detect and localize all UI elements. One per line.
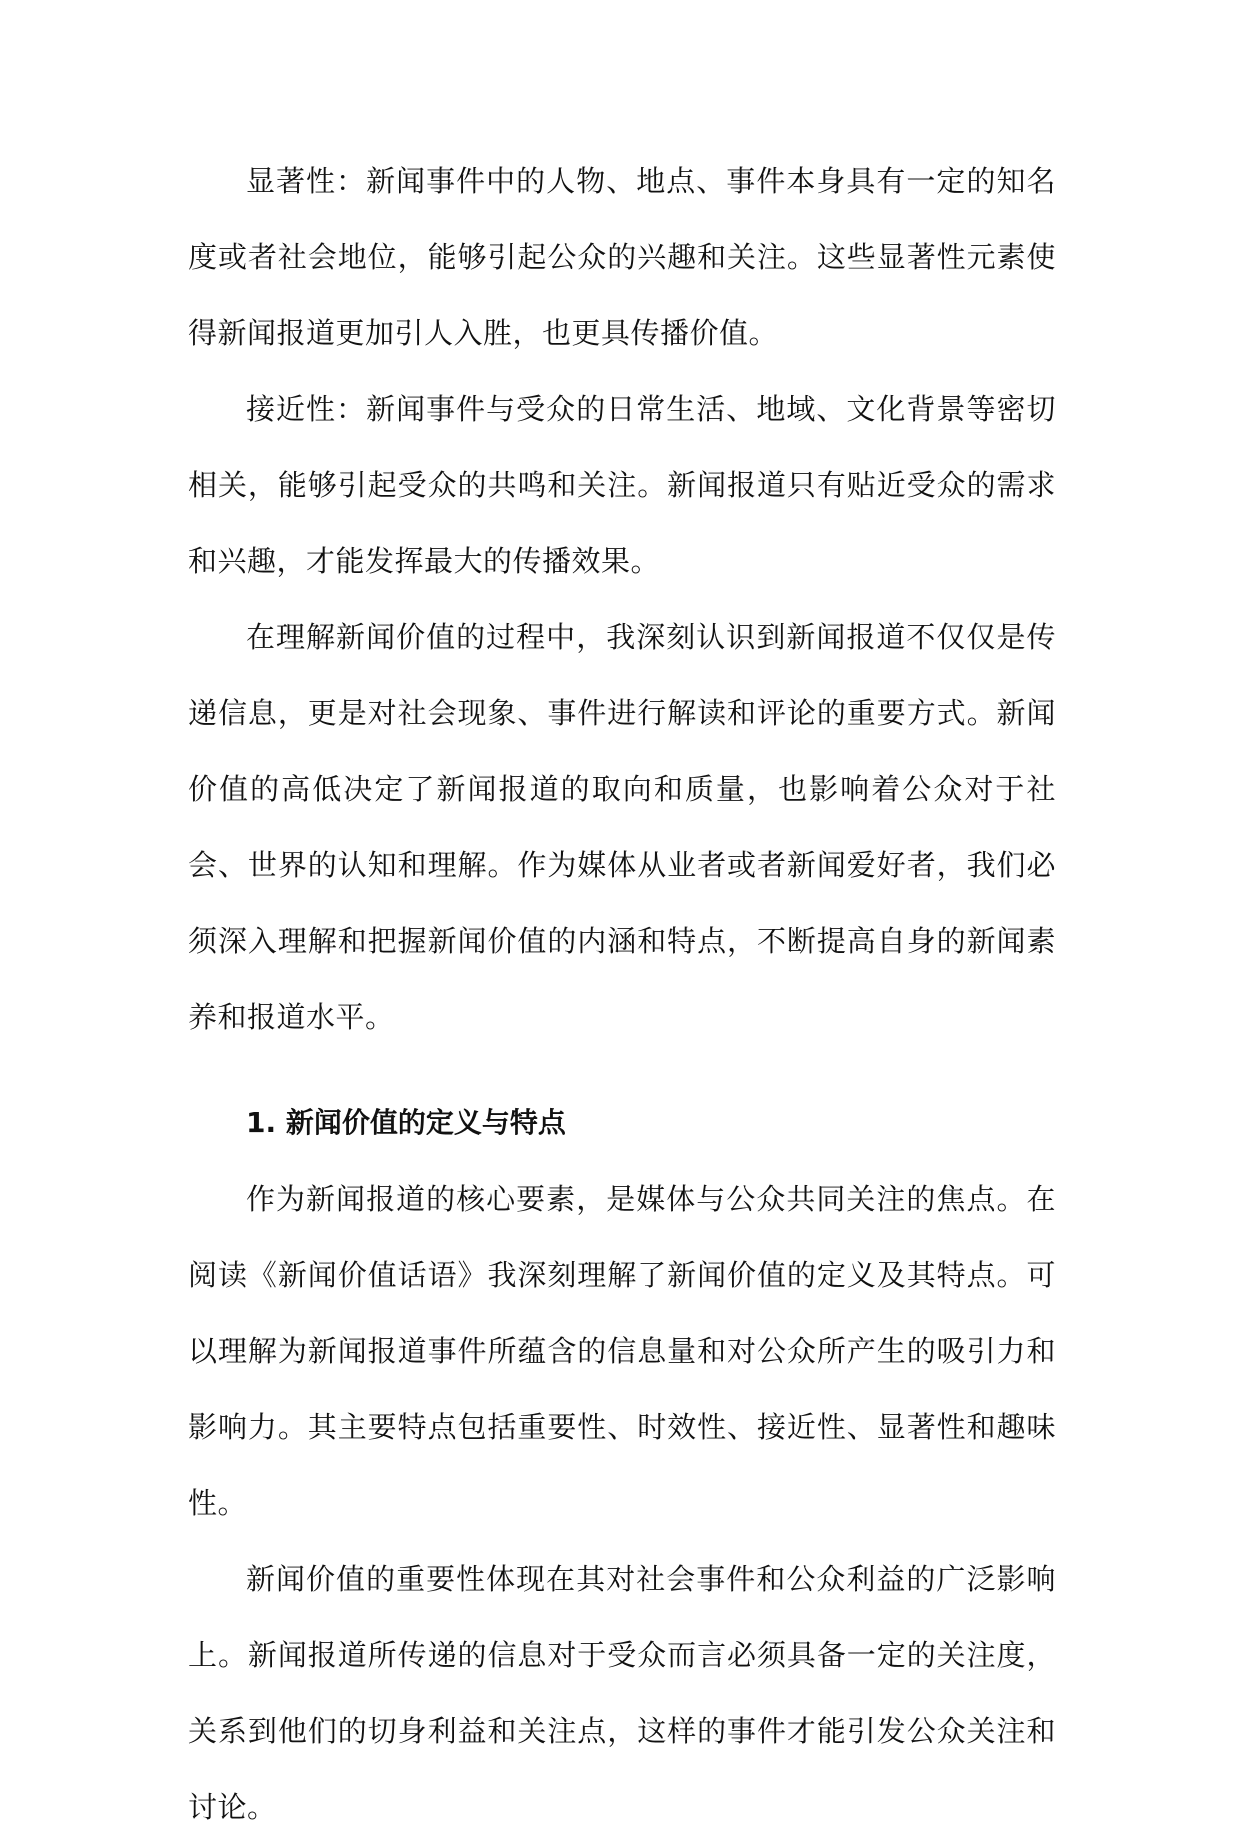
paragraph-definition: 作为新闻报道的核心要素，是媒体与公众共同关注的焦点。在阅读《新闻价值话语》我深刻理解了新闻价值的定义及其特点。可以理解为新闻报道事件所蕴含的信息量和对公众所产生的吸引力和影响力。其主要特点包括重要性、时效性、接近性、显著性和趣味性。 <box>188 1182 1056 1520</box>
section-heading: 1. 新闻价值的定义与特点 <box>246 1106 566 1139</box>
paragraph-importance: 新闻价值的重要性体现在其对社会事件和公众利益的广泛影响上。新闻报道所传递的信息对于受众而言必须具备一定的关注度，关系到他们的切身利益和关注点，这样的事件才能引发公众关注和讨论。 <box>188 1562 1056 1824</box>
paragraph-understanding: 在理解新闻价值的过程中，我深刻认识到新闻报道不仅仅是传递信息，更是对社会现象、事件进行解读和评论的重要方式。新闻价值的高低决定了新闻报道的取向和质量，也影响着公众对于社会、世界的认知和理解。作为媒体从业者或者新闻爱好者，我们必须深入理解和把握新闻价值的内涵和特点，不断提高自身的新闻素养和报道水平。 <box>188 620 1056 1034</box>
paragraph-proximity: 接近性：新闻事件与受众的日常生活、地域、文化背景等密切相关，能够引起受众的共鸣和关注。新闻报道只有贴近受众的需求和兴趣，才能发挥最大的传播效果。 <box>188 392 1056 578</box>
paragraph-prominence: 显著性：新闻事件中的人物、地点、事件本身具有一定的知名度或者社会地位，能够引起公众的兴趣和关注。这些显著性元素使得新闻报道更加引人入胜，也更具传播价值。 <box>188 164 1056 350</box>
page-content <box>188 143 1056 1845</box>
